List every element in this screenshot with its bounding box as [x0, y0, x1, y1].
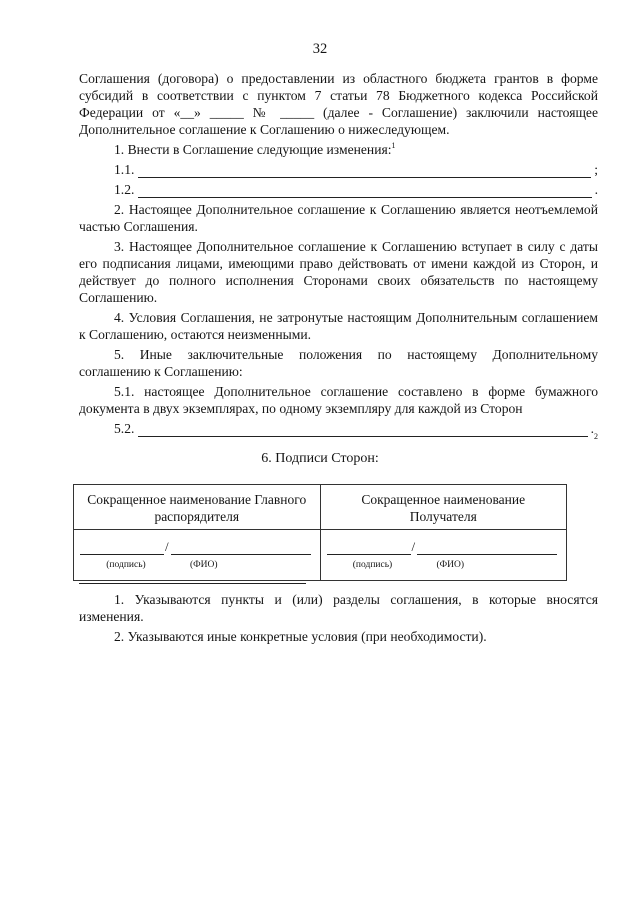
footnote-1: 1. Указываются пункты и (или) разделы соглашения, в которые вносятся изменения. — [79, 592, 598, 624]
paragraph-4: 4. Условия Соглашения, не затронутые настоящим Дополнительным соглашением к Соглашению, остаются неизменными. — [79, 310, 598, 342]
paragraph-5-1: 5.1. настоящее Дополнительное соглашение составлено в форме бумажного документа в двух экземплярах, по одному экземпляру для каждой из Сторон — [79, 384, 598, 416]
paragraph-2: 2. Настоящее Дополнительное соглашение к Соглашению является неотъемлемой частью Соглашения. — [79, 202, 598, 234]
signature-label: (подпись) — [352, 560, 393, 570]
signature-cell-left: / (подпись) (ФИО) — [74, 530, 321, 581]
intro-paragraph: Соглашения (договора) о предоставлении из областного бюджета грантов в форме субсидий в соответствии с пунктом 7 статьи 78 Бюджетного кодекса Российской Федерации от «__» _____ № _____ (далее - Соглашение) заключили настоящее Дополнительное соглашение к Соглашению о нижеследующем. — [79, 71, 598, 137]
footnote-ref-1: 1 — [391, 141, 396, 150]
signature-line — [327, 542, 411, 555]
paragraph-3: 3. Настоящее Дополнительное соглашение к Соглашению вступает в силу с даты его подписания лицами, имеющими право действовать от имени каждой из Сторон, и действует до полного исполнения Сторонами своих обязательств по настоящему Соглашению. — [79, 239, 598, 305]
item-1-2-label: 1.2. — [114, 182, 135, 197]
header-recipient: Сокращенное наименование Получателя — [320, 485, 567, 530]
fio-label: (ФИО) — [436, 560, 465, 570]
fill-in-line — [138, 423, 587, 437]
paragraph-1 — [79, 141, 598, 158]
name-line — [171, 542, 311, 555]
item-1-1-label: 1.1. — [114, 162, 135, 177]
signatures-table — [73, 484, 567, 581]
header-main-manager: Сокращенное наименование Главного распорядителя — [74, 485, 321, 530]
item-5-2-end: . — [590, 421, 594, 436]
paragraph-5: 5. Иные заключительные положения по настоящему Дополнительному соглашению к Соглашению: — [79, 347, 598, 379]
footnotes — [79, 591, 598, 645]
name-line — [417, 542, 557, 555]
item-1-1 — [79, 161, 598, 178]
item-1-2-end: . — [594, 182, 598, 197]
footnote-2: 2. Указываются иные конкретные условия (при необходимости). — [114, 629, 487, 644]
page-number: 32 — [312, 41, 328, 57]
item-5-2: 5.2. . 2 — [114, 421, 598, 441]
paragraph-1-text: 1. Внести в Соглашение следующие изменения: — [114, 142, 392, 157]
agreement-body — [79, 70, 598, 441]
signature-row — [74, 530, 567, 581]
signature-line — [80, 542, 164, 555]
fill-in-line — [138, 184, 591, 198]
fill-in-line — [138, 164, 591, 178]
item-1-1-end: ; — [594, 162, 598, 177]
fio-label: (ФИО) — [190, 560, 218, 570]
footnote-separator — [79, 583, 306, 584]
signature-label: (подпись) — [106, 560, 146, 570]
signature-cell-right: / (подпись) (ФИО) — [320, 530, 567, 581]
table-header-row — [74, 485, 567, 530]
item-1-2 — [79, 181, 598, 198]
item-5-2-label: 5.2. — [114, 421, 135, 436]
signatures-title: 6. Подписи Сторон: — [261, 451, 379, 466]
